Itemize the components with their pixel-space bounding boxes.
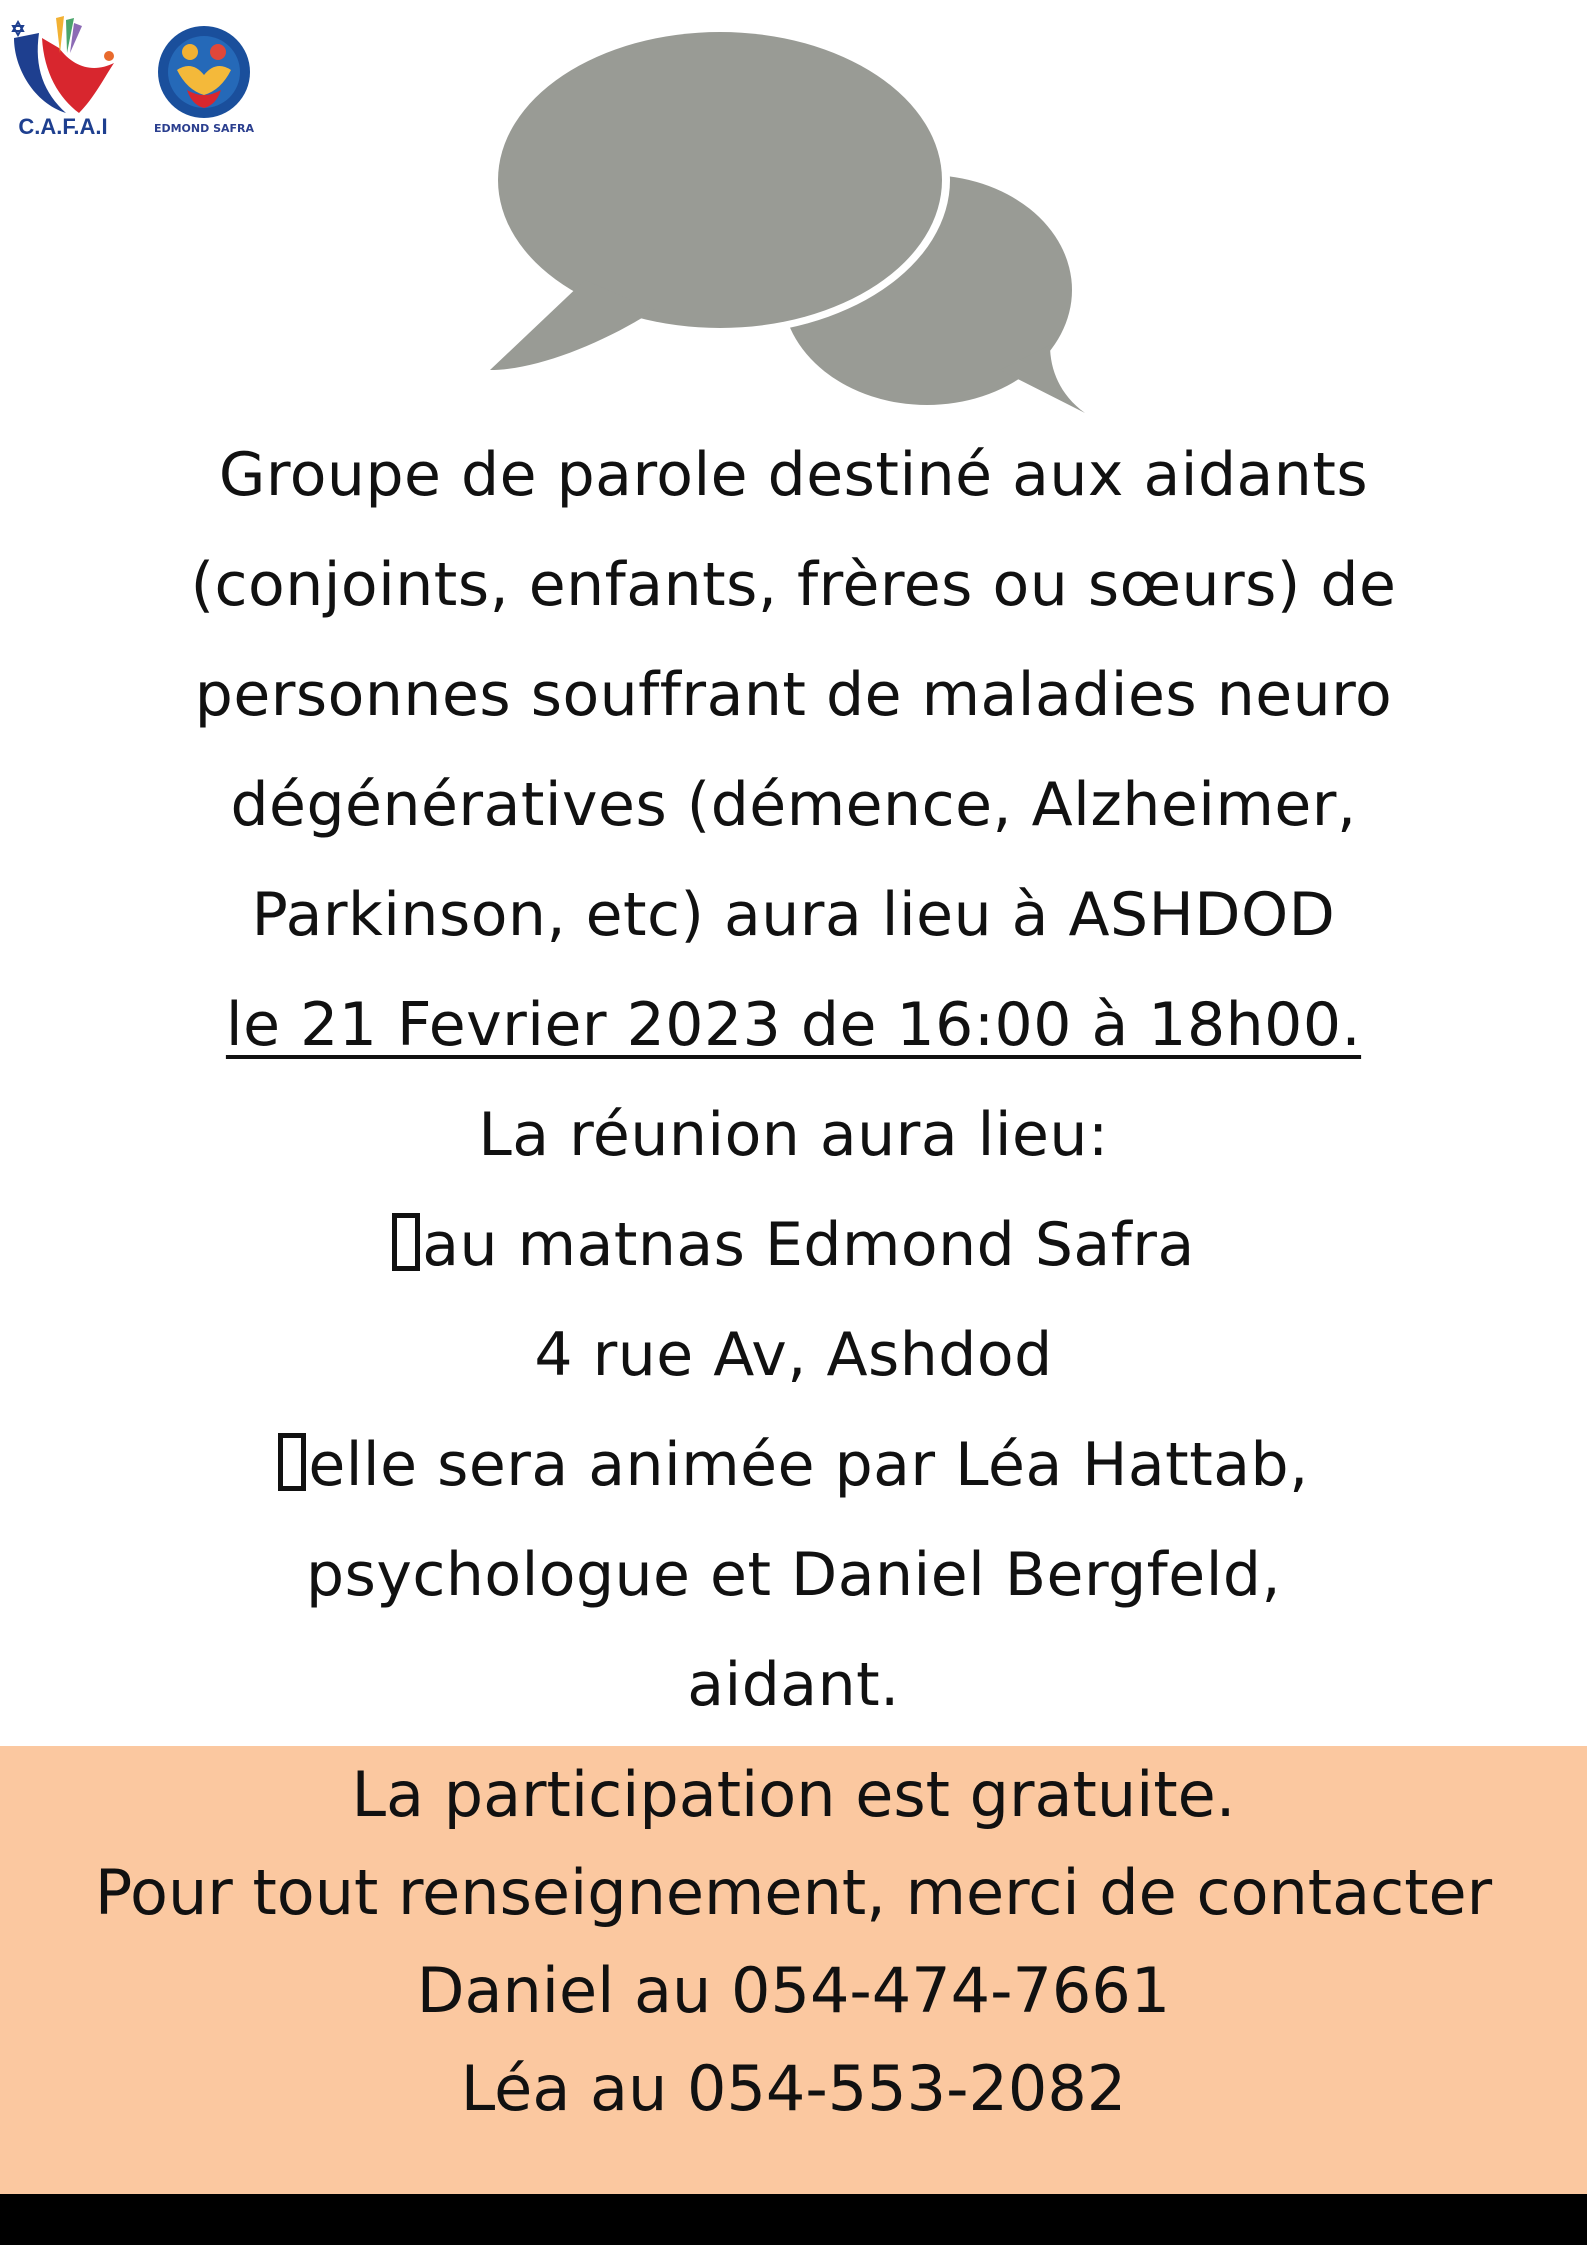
date-line: le 21 Fevrier 2023 de 16:00 à 18h00. <box>225 990 1362 1060</box>
logos-area <box>0 0 280 150</box>
footer-line: Pour tout renseignement, merci de contacter <box>94 1856 1493 1929</box>
cafai-logo <box>4 8 122 138</box>
address-line: 4 rue Av, Ashdod <box>534 1320 1053 1390</box>
missing-glyph-icon <box>392 1213 420 1271</box>
host-text: elle sera animée par Léa Hattab, <box>308 1430 1309 1500</box>
safra-logo-text: EDMOND SAFRA <box>153 122 255 135</box>
bottom-bar <box>0 2194 1587 2245</box>
text-line: La réunion aura lieu: <box>478 1100 1109 1170</box>
phone-daniel: Daniel au 054-474-7661 <box>416 1954 1171 2027</box>
venue-text: au matnas Edmond Safra <box>422 1210 1195 1280</box>
contact-footer <box>0 1746 1587 2194</box>
text-line: Parkinson, etc) aura lieu à ASHDOD <box>251 880 1336 950</box>
text-line: dégénératives (démence, Alzheimer, <box>230 770 1357 840</box>
text-line: personnes souffrant de maladies neuro <box>194 660 1393 730</box>
footer-line: La participation est gratuite. <box>351 1758 1236 1831</box>
phone-lea: Léa au 054-553-2082 <box>460 2052 1127 2125</box>
missing-glyph-icon <box>278 1433 306 1491</box>
venue-line <box>120 1190 1467 1300</box>
cafai-logo-text: C.A.F.A.I <box>18 114 108 138</box>
text-line: aidant. <box>687 1650 900 1720</box>
announcement-text <box>120 420 1467 1740</box>
text-line: psychologue et Daniel Bergfeld, <box>305 1540 1282 1610</box>
safra-logo <box>142 10 266 138</box>
host-line <box>120 1410 1467 1520</box>
speech-bubbles-icon <box>490 25 1090 425</box>
text-line: (conjoints, enfants, frères ou sœurs) de <box>190 550 1397 620</box>
text-line: Groupe de parole destiné aux aidants <box>218 440 1369 510</box>
